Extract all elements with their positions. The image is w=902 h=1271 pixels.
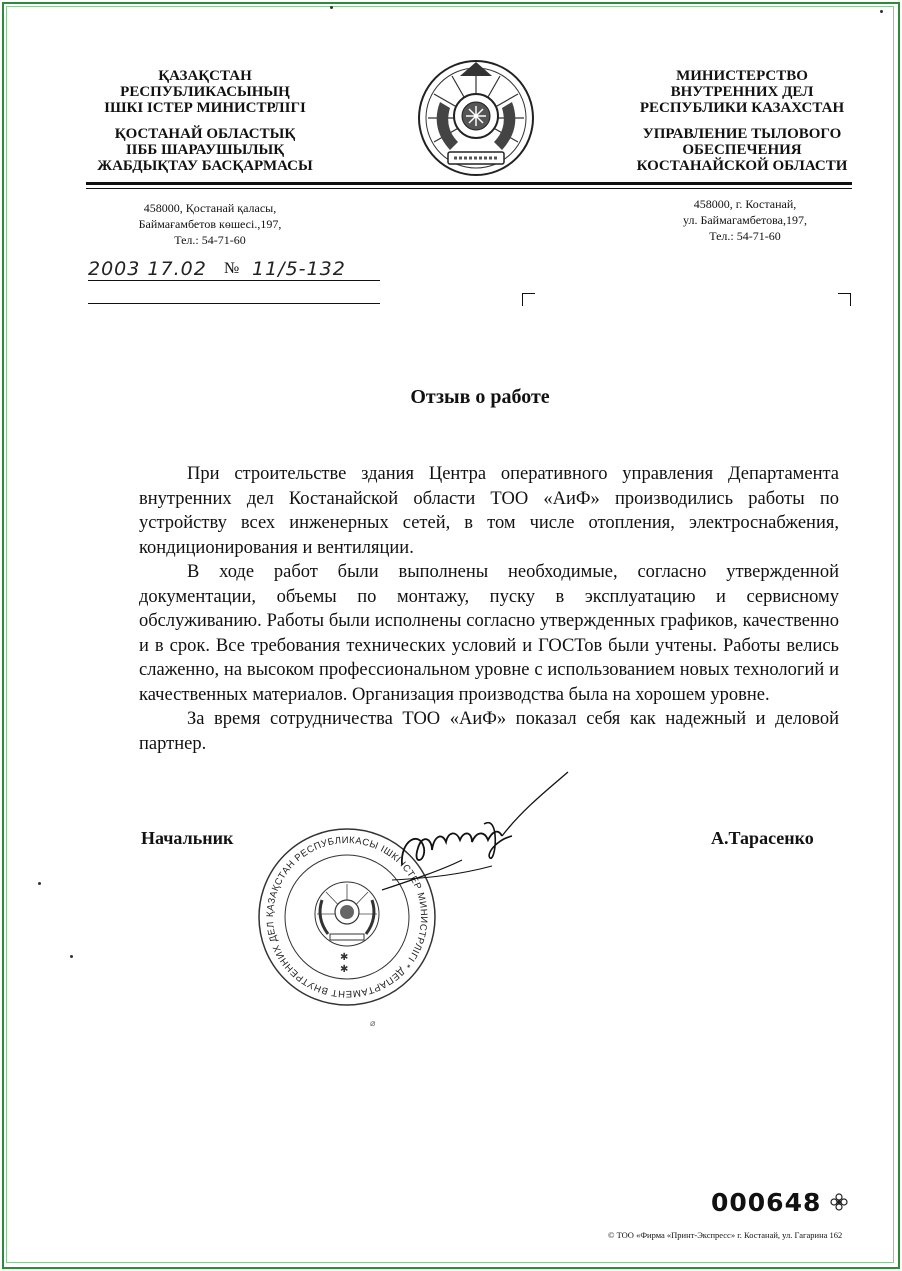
address-left (100, 200, 320, 248)
printer-imprint: © ТОО «Фирма «Принт-Экспресс» г. Костанай, ул. Гагарина 162 (608, 1230, 843, 1240)
speck (330, 6, 333, 9)
address-line: Баймағамбетов көшесі.,197, (138, 217, 282, 231)
reference-underline (88, 303, 380, 304)
header-right-line: РЕСПУБЛИКИ КАЗАХСТАН (639, 100, 845, 116)
header-left-line: ІІББ ШАРАУШЫЛЫҚ (125, 142, 285, 158)
address-line: Тел.: 54-71-60 (709, 229, 781, 243)
registration-date: 2003 17.02 (88, 258, 207, 280)
form-serial-number: 000648 (711, 1188, 822, 1217)
speck (880, 10, 883, 13)
registration-number-label: № (224, 260, 240, 277)
stamp-text: ҚАЗАҚСТАН РЕСПУБЛИКАСЫ ІШКІ ІСТЕР МИНИСТРЛІГІ * ДЕПАРТАМЕНТ ВНУТРЕННИХ ДЕЛ (264, 834, 430, 1000)
speck (70, 955, 73, 958)
header-right-line: ВНУТРЕННИХ ДЕЛ (670, 84, 814, 100)
header-left-line: ЖАБДЫҚТАУ БАСҚАРМАСЫ (97, 158, 313, 174)
address-line: 458000, Қостанай қаласы, (143, 201, 277, 215)
registration-number: 11/5-132 (252, 258, 346, 280)
registration-underline (88, 280, 380, 281)
header-right-line: КОСТАНАЙСКОЙ ОБЛАСТИ (636, 158, 848, 174)
header-rule-thick (86, 182, 852, 185)
speck (38, 882, 41, 885)
ornament-icon (830, 1193, 848, 1211)
addressee-corner-left (522, 293, 535, 306)
header-right (612, 68, 872, 174)
address-right (630, 196, 860, 244)
address-line: ул. Баймагамбетова,197, (683, 213, 807, 227)
signatory-name: А.Тарасенко (711, 828, 814, 848)
body-paragraph: За время сотрудничества ТОО «АиФ» показал себя как надежный и деловой партнер. (139, 709, 839, 754)
header-left-line: ҚАЗАҚСТАН (158, 68, 252, 84)
addressee-corner-right (838, 293, 851, 306)
header-right-line: МИНИСТЕРСТВО (676, 68, 808, 84)
header-rule-thin (86, 188, 852, 189)
body-paragraph: При строительстве здания Центра оперативного управления Департамента внутренних дел Костанайской области ТОО «АиФ» производились работы по устройству всех инженерных сетей, в том числе отопления, электроснабжения, кондиционирования и вентиляции. (139, 464, 839, 558)
header-left-line: ҚОСТАНАЙ ОБЛАСТЫҚ (114, 126, 296, 142)
address-line: 458000, г. Костанай, (693, 197, 797, 211)
svg-text:✱: ✱ (340, 964, 349, 975)
header-right-line: ОБЕСПЕЧЕНИЯ (682, 142, 802, 158)
document-title: Отзыв о работе (410, 386, 550, 408)
svg-text:✱: ✱ (340, 952, 349, 963)
header-left-line: ІШКІ ІСТЕР МИНИСТРЛІГІ (104, 100, 306, 116)
header-left-line: РЕСПУБЛИКАСЫНЫҢ (120, 84, 290, 100)
ink-mark: ⌀ (370, 1018, 376, 1028)
body-paragraph: В ходе работ были выполнены необходимые, согласно утвержденной документации, объемы по монтажу, пуску в эксплуатацию и сервисному обслуживанию. Работы были исполнены согласно утвержденных графиков, качественно и в срок. Все требования технических условий и ГОСТов были учтены. Работы велись слаженно, на высоком профессиональном уровне с использованием новых технологий и качественных материалов. Организация производства была на хорошем уровне. (139, 562, 839, 705)
document-body (139, 462, 839, 756)
signatory-position: Начальник (141, 828, 234, 848)
registration-line (88, 258, 380, 280)
state-emblem (416, 58, 536, 178)
header-left (60, 68, 350, 174)
address-line: Тел.: 54-71-60 (174, 233, 246, 247)
handwritten-signature (372, 770, 572, 920)
header-right-line: УПРАВЛЕНИЕ ТЫЛОВОГО (642, 126, 842, 142)
